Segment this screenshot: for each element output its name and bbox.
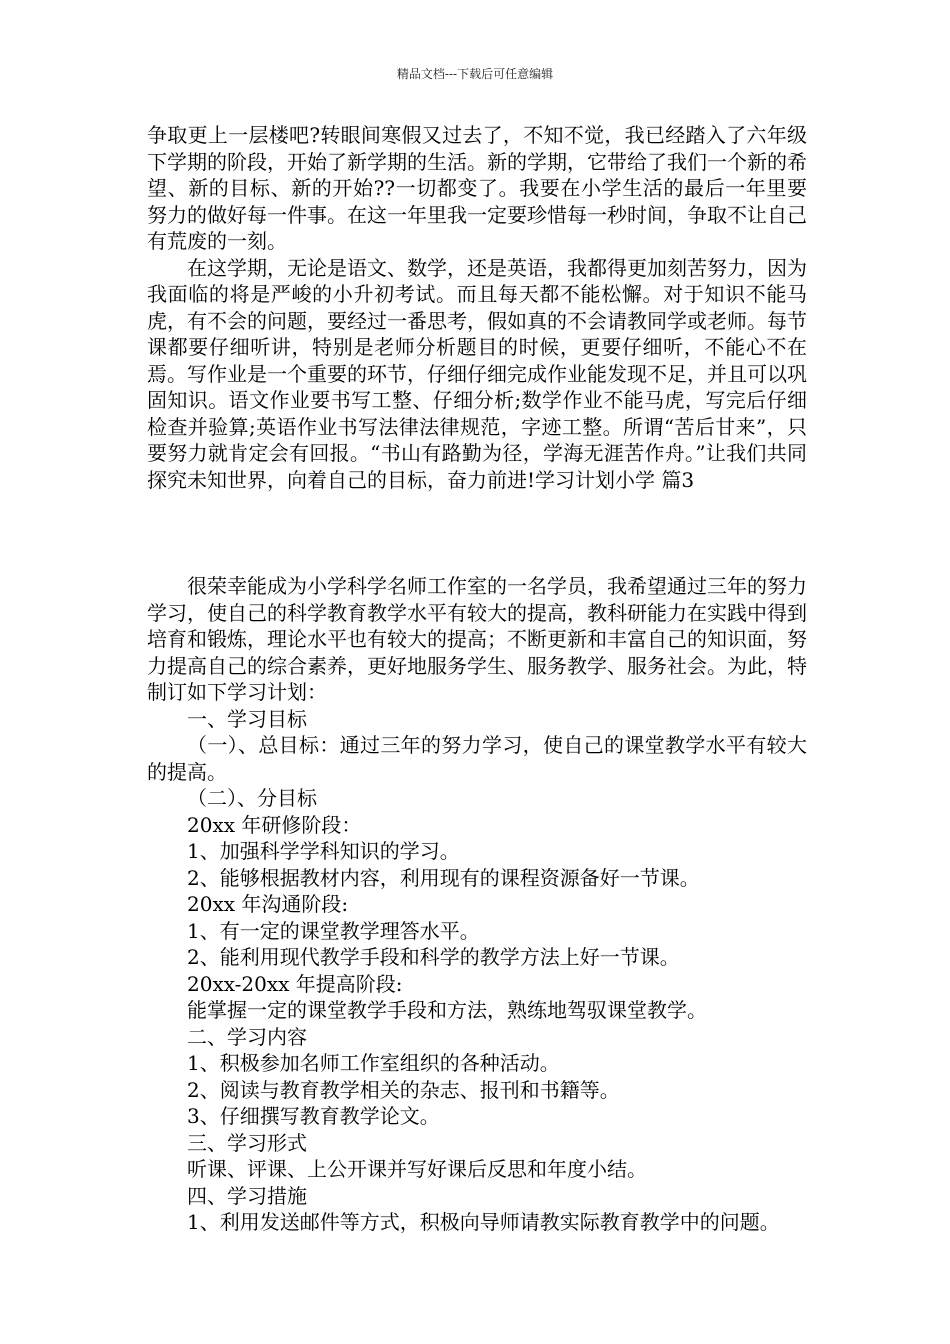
paragraph-2: 在这学期，无论是语文、数学，还是英语，我都得更加刻苦努力，因为我面临的将是严峻的小升初考试。而且每天都不能松懈。对于知识不能马虎，有不会的问题，要经过一番思考，假如真的不会请教同学或老师。每节课都要仔细听讲，特别是老师分析题目的时候，更要仔细听，不能心不在焉。写作业是一个重要的环节，仔细仔细完成作业能发现不足，并且可以巩固知识。语文作业要书写工整、仔细分析;数学作业不能马虎，写完后仔细检查并验算;英语作业书写法律法律规范，字迹工整。所谓“苦后甘来”，只要努力就肯定会有回报。“书山有路勤为径，学海无涯苦作舟。”让我们共同探究未知世界，向着自己的目标，奋力前进!学习计划小学 篇3 [147,255,807,492]
stage-1-item-2: 2、能够根据教材内容，利用现有的课程资源备好一节课。 [187,865,700,890]
content-item-1: 1、积极参加名师工作室组织的各种活动。 [187,1051,560,1075]
heading-learning-measures: 四、学习措施 [187,1183,307,1208]
stage-1-heading: 20xx 年研修阶段： [187,812,362,837]
heading-learning-goals: 一、学习目标 [187,706,307,731]
content-item-2: 2、阅读与教育教学相关的杂志、报刊和书籍等。 [187,1077,620,1102]
goal-total: （一）、总目标：通过三年的努力学习，使自己的课堂教学水平有较大的提高。 [147,733,807,784]
stage-2-item-1: 1、有一定的课堂教学理答水平。 [187,918,480,943]
stage-3-item-1: 能掌握一定的课堂教学手段和方法，熟练地驾驭课堂教学。 [187,998,707,1022]
stage-3-heading: 20xx-20xx 年提高阶段: [187,971,403,996]
content-item-3: 3、仔细撰写教育教学论文。 [187,1104,440,1128]
heading-learning-form: 三、学习形式 [187,1130,307,1155]
document-body [147,122,807,1236]
heading-learning-content: 二、学习内容 [187,1024,307,1049]
measure-item-1: 1、利用发送邮件等方式，积极向导师请教实际教育教学中的问题。 [187,1210,780,1234]
goal-sub-heading: （二）、分目标 [187,786,317,810]
stage-2-item-2: 2、能利用现代教学手段和科学的教学方法上好一节课。 [187,945,680,969]
page-header: 精品文档---下载后可任意编辑 [396,67,554,81]
paragraph-3: 很荣幸能成为小学科学名师工作室的一名学员，我希望通过三年的努力学习，使自己的科学教育教学水平有较大的提高，教科研能力在实践中得到培育和锻炼，理论水平也有较大的提高；不断更新和丰富自己的知识面，努力提高自己的综合素养，更好地服务学生、服务教学、服务社会。为此，特制订如下学习计划： [147,574,807,704]
paragraph-1: 争取更上一层楼吧?转眼间寒假又过去了，不知不觉，我已经踏入了六年级下学期的阶段，开始了新学期的生活。新的学期，它带给了我们一个新的希望、新的目标、新的开始??一切都变了。我要在小学生活的最后一年里要努力的做好每一件事。在这一年里我一定要珍惜每一秒时间，争取不让自己有荒废的一刻。 [147,123,807,253]
stage-2-heading: 20xx 年沟通阶段: [187,892,349,916]
form-item-1: 听课、评课、上公开课并写好课后反思和年度小结。 [187,1157,647,1181]
section-spacer [147,493,807,573]
stage-1-item-1: 1、加强科学学科知识的学习。 [187,839,460,863]
